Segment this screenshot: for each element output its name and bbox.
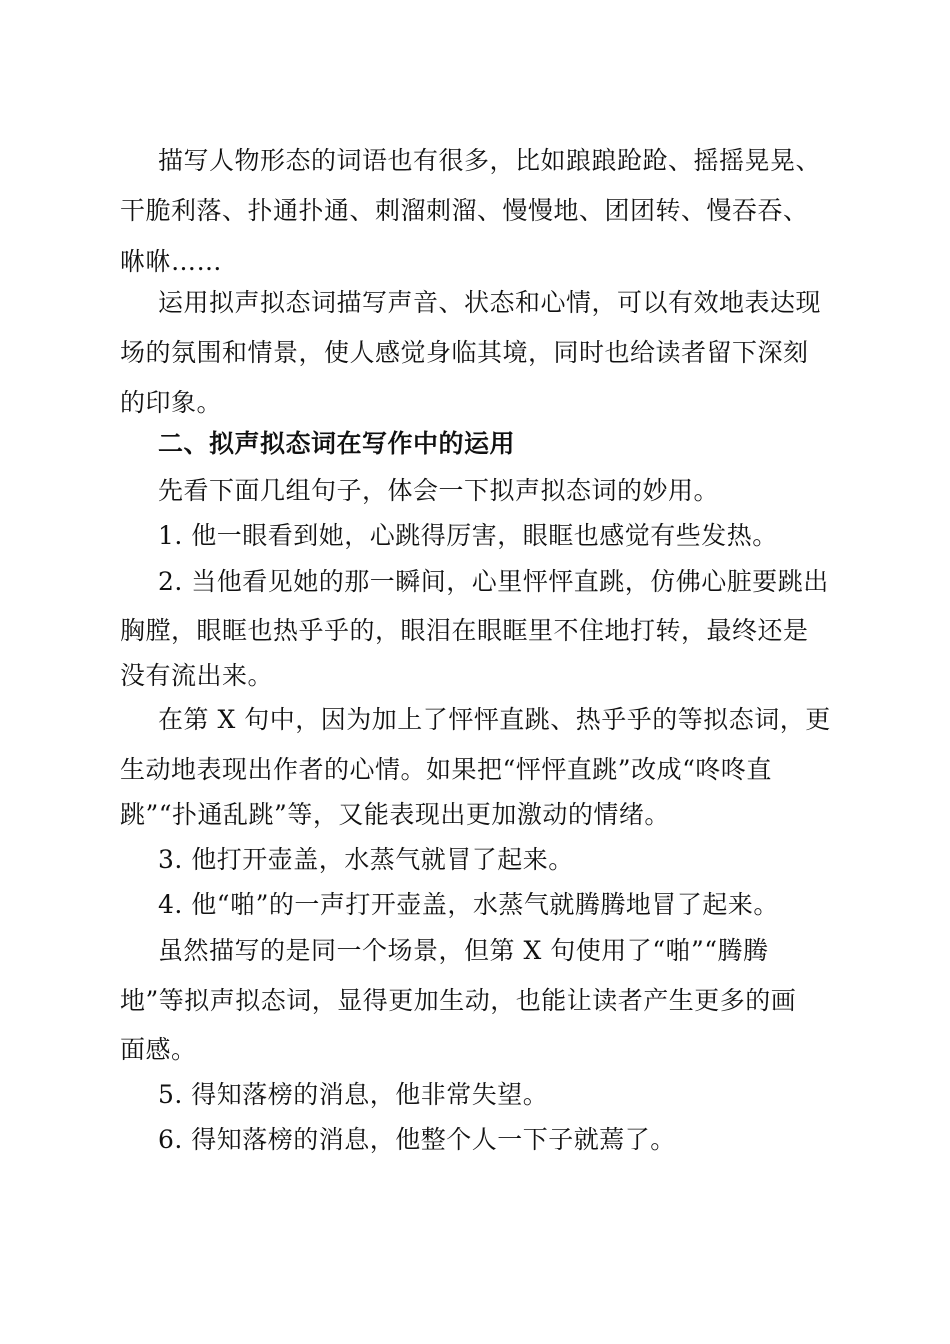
section-heading: 二、拟声拟态词在写作中的运用 — [158, 429, 516, 458]
text-line: 在第 X 句中，因为加上了怦怦直跳、热乎乎的等拟态词，更 — [158, 705, 831, 734]
numbered-sentence: 1. 他一眼看到她，心跳得厉害，眼眶也感觉有些发热。 — [158, 521, 778, 550]
numbered-sentence: 6. 得知落榜的消息，他整个人一下子就蔫了。 — [158, 1125, 676, 1154]
text-line: 面感。 — [120, 1035, 197, 1064]
text-line: 描写人物形态的词语也有很多，比如踉踉跄跄、摇摇晃晃、 — [158, 146, 822, 175]
text-line: 没有流出来。 — [120, 661, 274, 690]
numbered-sentence: 2. 当他看见她的那一瞬间，心里怦怦直跳，仿佛心脏要跳出 — [158, 567, 829, 596]
numbered-sentence: 4. 他“啪”的一声打开壶盖，水蒸气就腾腾地冒了起来。 — [158, 890, 779, 919]
text-line: 先看下面几组句子，体会一下拟声拟态词的妙用。 — [158, 476, 720, 505]
text-line: 虽然描写的是同一个场景，但第 X 句使用了“啪”“腾腾 — [158, 936, 769, 965]
numbered-sentence: 5. 得知落榜的消息，他非常失望。 — [158, 1080, 549, 1109]
text-line: 运用拟声拟态词描写声音、状态和心情，可以有效地表达现 — [158, 288, 822, 317]
text-line: 跳”“扑通乱跳”等，又能表现出更加激动的情绪。 — [120, 800, 670, 829]
text-line: 干脆利落、扑通扑通、刺溜刺溜、慢慢地、团团转、慢吞吞、 — [120, 196, 809, 225]
text-line: 场的氛围和情景，使人感觉身临其境，同时也给读者留下深刻 — [120, 338, 809, 367]
text-line: 胸膛，眼眶也热乎乎的，眼泪在眼眶里不住地打转，最终还是 — [120, 616, 809, 645]
text-line: 地”等拟声拟态词，显得更加生动，也能让读者产生更多的画 — [120, 986, 797, 1015]
text-line: 的印象。 — [120, 388, 223, 417]
text-line: 咻咻…… — [120, 247, 223, 276]
numbered-sentence: 3. 他打开壶盖，水蒸气就冒了起来。 — [158, 845, 574, 874]
text-line: 生动地表现出作者的心情。如果把“怦怦直跳”改成“咚咚直 — [120, 755, 772, 784]
